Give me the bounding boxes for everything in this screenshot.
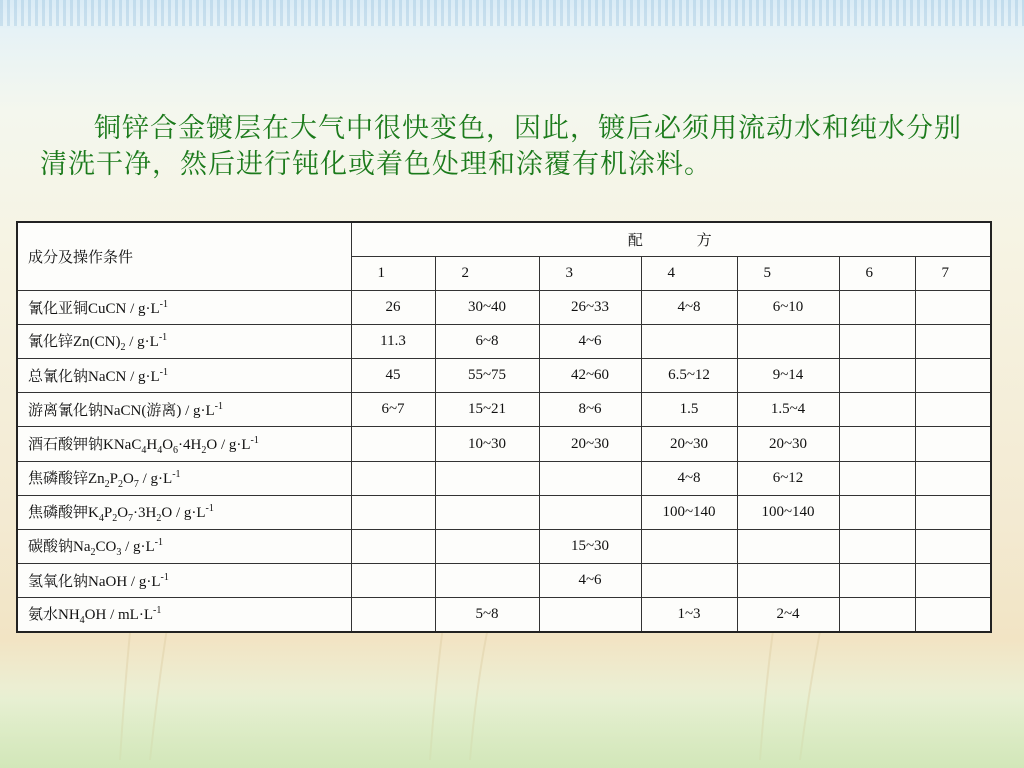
table-row [17,495,991,529]
value-cell [839,597,915,632]
value-cell [435,563,539,597]
value-cell [641,529,737,563]
value-cell [839,359,915,393]
formula-number-cell: 1 [351,257,435,291]
bottom-decoration-band [0,688,1024,768]
value-cell [915,495,991,529]
component-name-cell: 氨水$NH_4OH / mL\cdot L^{-1}$ [17,597,351,632]
value-cell: 15~30 [539,529,641,563]
value-cell: 15~21 [435,393,539,427]
value-cell: 6~7 [351,393,435,427]
table-row [17,359,991,393]
value-cell: 4~6 [539,563,641,597]
value-cell [915,359,991,393]
value-cell: 26~33 [539,291,641,325]
formula-number-cell: 4 [641,257,737,291]
table-row [17,529,991,563]
value-cell [351,461,435,495]
value-cell [839,563,915,597]
table-row [17,393,991,427]
value-cell: 100~140 [641,495,737,529]
formula-number-cell: 5 [737,257,839,291]
value-cell: 20~30 [539,427,641,461]
value-cell [351,563,435,597]
corner-header-cell: 成分及操作条件 [17,222,351,291]
value-cell: 30~40 [435,291,539,325]
component-name-cell: 焦磷酸钾$K_4P_2O_7\cdot 3H_2O / g\cdot L^{-1}$ [17,495,351,529]
formula-number-cell: 2 [435,257,539,291]
value-cell [839,495,915,529]
value-cell: 45 [351,359,435,393]
value-cell [915,427,991,461]
value-cell: 20~30 [641,427,737,461]
value-cell: 2~4 [737,597,839,632]
value-cell [539,461,641,495]
value-cell: 10~30 [435,427,539,461]
value-cell [641,325,737,359]
formula-number-cell: 6 [839,257,915,291]
component-name-cell: 碳酸钠$Na_2CO_3 / g\cdot L^{-1}$ [17,529,351,563]
value-cell [435,529,539,563]
value-cell [839,461,915,495]
value-cell: 1.5 [641,393,737,427]
value-cell [915,393,991,427]
value-cell [351,495,435,529]
value-cell [915,291,991,325]
value-cell: 1~3 [641,597,737,632]
table-row [17,325,991,359]
table-row [17,563,991,597]
table-header-row [17,222,991,257]
value-cell [539,495,641,529]
value-cell: 6.5~12 [641,359,737,393]
component-name-cell: 氢氧化钠NaOH / $g\cdot L^{-1}$ [17,563,351,597]
formula-group-header: 配 方 [351,222,991,257]
value-cell [915,597,991,632]
value-cell: 11.3 [351,325,435,359]
value-cell: 20~30 [737,427,839,461]
component-name-cell: 酒石酸钾钠$KNaC_4H_4O_6\cdot 4H_2O / g\cdot L^{-1}$ [17,427,351,461]
value-cell [915,563,991,597]
value-cell [839,291,915,325]
value-cell [351,529,435,563]
value-cell [915,325,991,359]
table-row [17,427,991,461]
intro-paragraph: 铜锌合金镀层在大气中很快变色，因此，镀后必须用流动水和纯水分别清洗干净，然后进行钝化或着色处理和涂覆有机涂料。 [40,113,962,180]
value-cell [915,529,991,563]
top-decoration-stripe [0,0,1024,26]
value-cell: 6~10 [737,291,839,325]
component-name-cell: 氰化亚铜CuCN / $g\cdot L^{-1}$ [17,291,351,325]
value-cell [641,563,737,597]
value-cell: 9~14 [737,359,839,393]
value-cell [839,427,915,461]
value-cell: 4~6 [539,325,641,359]
value-cell: 6~12 [737,461,839,495]
value-cell: 8~6 [539,393,641,427]
value-cell: 1.5~4 [737,393,839,427]
value-cell: 42~60 [539,359,641,393]
value-cell [737,325,839,359]
value-cell [435,495,539,529]
value-cell [737,563,839,597]
table-row [17,461,991,495]
formula-number-cell: 3 [539,257,641,291]
value-cell [737,529,839,563]
value-cell: 55~75 [435,359,539,393]
value-cell: 4~8 [641,461,737,495]
value-cell: 100~140 [737,495,839,529]
component-name-cell: 氰化锌$Zn(CN)_2 / g\cdot L^{-1}$ [17,325,351,359]
value-cell: 5~8 [435,597,539,632]
value-cell: 4~8 [641,291,737,325]
value-cell [839,529,915,563]
value-cell [839,325,915,359]
value-cell: 26 [351,291,435,325]
value-cell [351,427,435,461]
value-cell [351,597,435,632]
value-cell: 6~8 [435,325,539,359]
plating-recipe-table [16,221,992,633]
component-name-cell: 游离氰化钠NaCN(游离) / $g\cdot L^{-1}$ [17,393,351,427]
table-row [17,597,991,632]
value-cell [435,461,539,495]
component-name-cell: 焦磷酸锌$Zn_2P_2O_7 / g\cdot L^{-1}$ [17,461,351,495]
value-cell [915,461,991,495]
formula-number-cell: 7 [915,257,991,291]
value-cell [839,393,915,427]
component-name-cell: 总氰化钠NaCN / $g\cdot L^{-1}$ [17,359,351,393]
table-row [17,291,991,325]
value-cell [539,597,641,632]
